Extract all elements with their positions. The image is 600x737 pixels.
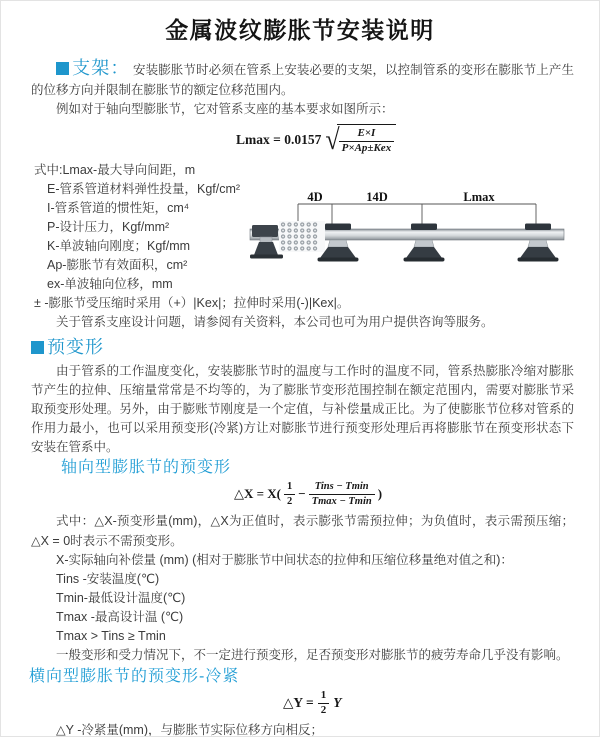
- bellows: [279, 221, 325, 252]
- dimension-label-4d: 4D: [307, 191, 323, 204]
- lmax-formula-lhs: Lmax = 0.0157: [236, 132, 322, 147]
- support-intro-text: 安装膨胀节时必须在管系上安装必要的支架，以控制管系的变形在膨胀节上产生的位移方向并限制在膨胀节的额定位移范围内。: [31, 63, 574, 97]
- predeform-body-paragraph: 由于管系的工作温度变化，安装膨胀节时的温度与工作时的温度不同，管系热膨胀冷缩对膨胀节产生的拉伸、压缩量常常是不均等的，为了膨胀节变形范围控制在额定范围内，需要对膨胀节采取预变形处理。另外，由于膨账节刚度是一个定值，与补偿量成正比。为了使膨胀节位移对管系的作用力最小，也可以采用预变形(冷紧)方让对膨胀节进行预变形处理后再将膨胀节在预变形状态下安装在管系中。: [31, 364, 574, 454]
- dy-frac-numerator: 1: [320, 688, 327, 701]
- definition-line: K-单波轴向刚度；Kgf/mm: [47, 239, 191, 253]
- support-paragraph: [31, 58, 574, 100]
- predeform-section-heading-row: [31, 337, 599, 360]
- axial-predeform-subtitle: 轴向型膨胀节的预变形: [61, 459, 232, 476]
- lmax-formula-radical: [325, 124, 396, 156]
- sign-convention-note: ± -膨胀节受压缩时采用（+）|Kex|；拉伸时采用(-)|Kex|。: [34, 296, 350, 310]
- definition-line: 式中:Lmax-最大导向间距，m: [34, 163, 196, 177]
- support-heading-colon: ：: [110, 58, 130, 78]
- definition-line: Tmin-最低设计温度(℃): [56, 591, 186, 605]
- dx-frac2-numerator: Tins − Tmin: [314, 481, 369, 493]
- page-title: 金属波纹膨胀节安装说明: [165, 17, 435, 43]
- dx-frac1-denominator: 2: [284, 494, 295, 508]
- dy-note-line: △Y -冷紧量(mm)，与膨胀节实际位移方向相反；: [56, 723, 324, 737]
- definition-line: Tins -安装温度(℃): [56, 572, 160, 586]
- service-note: 关于管系支座设计问题，请参阅有关资料，本公司也可为用户提供咨询等服务。: [56, 315, 494, 329]
- radical-sign: √: [325, 123, 340, 156]
- dx-explain-paragraph: 式中：△X-预变形量(mm)，△X为正值时，表示膨张节需预拉伸；为负值时，表示需预压缩；△X = 0时表示不需预变形。: [31, 514, 574, 548]
- general-note: 一般变形和受力情况下，不一定进行预变形，足否预变形对膨胀节的疲劳寿命几乎没有影响。: [56, 648, 569, 662]
- pipe-support-diagram-svg: [246, 191, 598, 273]
- lateral-predeform-formula: [283, 689, 599, 717]
- dx-formula-lhs: △X = X(: [234, 486, 282, 501]
- lmax-formula-numerator: E×I: [357, 127, 376, 140]
- dx-frac1-numerator: 1: [287, 481, 293, 493]
- definition-line: E-管系管道材料弹性投量，Kgf/cm²: [47, 182, 241, 196]
- dy-frac-denominator: 2: [318, 703, 330, 718]
- pipe-support-diagram: [246, 191, 598, 273]
- axial-predeform-formula: [234, 480, 599, 508]
- support-example-line: 例如对于轴向型膨胀节，它对管系支座的基本要求如图所示：: [56, 102, 394, 116]
- definition-line: Tmax > Tins ≥ Tmin: [56, 629, 166, 643]
- section-marker-icon: [56, 62, 69, 75]
- lmax-formula: [236, 123, 599, 157]
- dimension-label-lmax: Lmax: [463, 191, 495, 204]
- definition-line: P-设计压力，Kgf/mm²: [47, 220, 170, 234]
- definition-line: Tmax -最高设计温 (℃): [56, 610, 184, 624]
- lateral-predeform-subtitle: 横向型膨胀节的预变形-冷紧: [29, 668, 240, 685]
- definition-line: Ap-膨胀节有效面积，cm²: [47, 258, 188, 272]
- definition-line: X-实际轴向补偿量 (mm) (相对于膨胀节中间状态的拉伸和压缩位移量绝对值之和)：: [56, 553, 513, 567]
- dx-close-paren: ): [377, 486, 383, 501]
- dx-frac2-denominator: Tmax − Tmin: [309, 494, 375, 508]
- section-marker-icon: [31, 341, 44, 354]
- axial-definitions-block: [1, 551, 599, 646]
- lmax-formula-denominator: P×Ap±Kex: [339, 141, 395, 156]
- predeform-section-heading: 预变形: [47, 337, 104, 357]
- support-section-heading: 支架: [72, 58, 111, 78]
- dy-formula-rhs: Y: [333, 695, 342, 710]
- definition-line: ex-单波轴向位移，mm: [47, 277, 173, 291]
- dx-minus-sign: −: [298, 486, 306, 501]
- dimension-label-14d: 14D: [366, 191, 388, 204]
- support-definitions-block: [34, 161, 599, 294]
- dy-formula-lhs: △Y =: [283, 695, 314, 710]
- definition-line: I-管系管道的惯性矩，cm⁴: [47, 201, 190, 215]
